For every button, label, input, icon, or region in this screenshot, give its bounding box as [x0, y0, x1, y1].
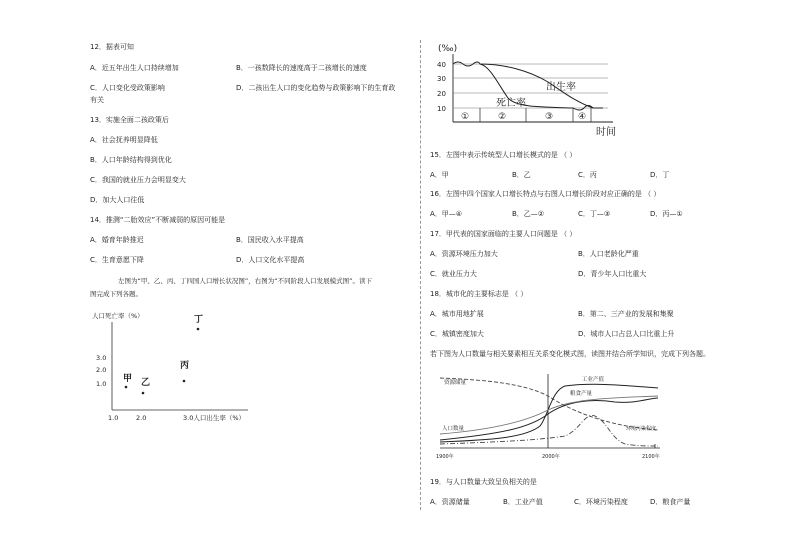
food-label: 粮食产量: [570, 391, 593, 397]
q19-option-a[interactable]: A．资源储量: [430, 498, 470, 506]
stage-y-tick: 40: [437, 61, 446, 69]
model-x-tick: 2100年: [642, 454, 660, 460]
q12-option-c[interactable]: C．人口变化受政策影响: [90, 84, 165, 92]
population-scatter-chart: [88, 304, 258, 428]
q15-option-b[interactable]: B．乙: [512, 171, 531, 179]
q15-stem: 15．左图中表示传统型人口增长模式的是 （ ）: [430, 151, 577, 159]
q13-option-c[interactable]: C．我国的就业压力会明显变大: [90, 176, 186, 184]
q17-stem: 17．甲代表的国家面临的主要人口问题是 （ ）: [430, 230, 577, 238]
stage-label: ③: [545, 112, 554, 122]
population-stage-chart: [428, 40, 628, 140]
q16-option-b[interactable]: B．乙—②: [512, 210, 545, 218]
q16-option-c[interactable]: C．丁—③: [578, 210, 611, 218]
q13-option-a[interactable]: A．社会抚养明显降低: [90, 136, 158, 144]
food-curve: [440, 398, 658, 440]
q15-option-c[interactable]: C．丙: [578, 171, 597, 179]
birth-rate-label: 出生率: [546, 82, 576, 93]
industry-label: 工业产值: [582, 377, 605, 383]
scatter-x-tick: 1.0: [108, 414, 119, 422]
q17-option-b[interactable]: B．人口老龄化严重: [578, 250, 639, 258]
q19-option-d[interactable]: D．粮食产量: [650, 498, 691, 506]
population-label: 人口数量: [442, 426, 465, 432]
stage-y-tick: 20: [437, 90, 446, 98]
intro-paragraph-2: 图完成下列各题。: [90, 290, 142, 298]
q14-stem: 14．推测“二胎效应”不断减弱的原因可能是: [90, 216, 226, 224]
q16-option-a[interactable]: A．甲—④: [430, 210, 463, 218]
q19-stem: 19．与人口数量大致呈负相关的是: [430, 478, 537, 486]
q14-option-b[interactable]: B．国民收入水平提高: [236, 236, 304, 244]
q14-option-c[interactable]: C．生育意愿下降: [90, 256, 144, 264]
point-ding-label: 丁: [194, 315, 204, 325]
q14-option-d[interactable]: D．人口文化水平提高: [236, 256, 305, 264]
scatter-y-tick: 2.0: [96, 366, 107, 374]
q12-option-b[interactable]: B．一孩数降长的速度高于二孩增长的速度: [236, 64, 367, 72]
scatter-y-tick: 1.0: [96, 380, 107, 388]
stage-y-tick: 30: [437, 75, 446, 83]
point-yi: [142, 392, 145, 395]
q12-stem: 12．据表可知: [90, 43, 134, 51]
q15-option-d[interactable]: D．丁: [650, 171, 670, 179]
point-bing: [183, 380, 186, 383]
scatter-y-axis-label: 人口死亡率（%）: [92, 312, 144, 320]
model-x-tick: 2000年: [542, 454, 560, 460]
q13-stem: 13．实施全面二孩政策后: [90, 116, 169, 124]
q15-option-a[interactable]: A．甲: [430, 171, 449, 179]
point-jia-label: 甲: [123, 374, 133, 384]
q18-option-a[interactable]: A．城市用地扩展: [430, 310, 484, 318]
q12-option-d[interactable]: D．二孩出生人口的变化趋势与政策影响下的生育政: [236, 84, 396, 92]
q16-option-d[interactable]: D．丙—①: [650, 210, 683, 218]
point-bing-label: 丙: [180, 361, 190, 371]
q17-option-c[interactable]: C．就业压力大: [430, 270, 477, 278]
q16-stem: 16．左图中四个国家人口增长特点与右图人口增长阶段对应正确的是 （ ）: [430, 190, 661, 198]
pollution-label: 环境污染程度: [626, 426, 657, 432]
model-intro: 若下图为人口数量与相关要素相互关系变化模式图，读图并结合所学知识，完成下列各题。: [430, 350, 710, 358]
q18-option-b[interactable]: B．第二、三产业的发展和集聚: [578, 310, 674, 318]
q17-option-d[interactable]: D．青少年人口比重大: [578, 270, 647, 278]
q14-option-a[interactable]: A．婚育年龄推迟: [90, 236, 144, 244]
death-rate-label: 死亡率: [496, 98, 526, 109]
q19-option-b[interactable]: B．工业产值: [503, 498, 543, 506]
scatter-x-axis-label: 3.0人口出生率（%）: [183, 414, 246, 422]
stage-label: ②: [498, 112, 507, 122]
q18-option-d[interactable]: D．城市人口占总人口比重上升: [578, 330, 675, 338]
resource-label: 资源储量: [444, 380, 467, 386]
stage-y-tick: 10: [437, 105, 446, 113]
point-jia: [125, 386, 128, 389]
q18-option-c[interactable]: C．城镇密度加大: [430, 330, 484, 338]
point-ding: [197, 328, 200, 331]
stage-label: ④: [578, 112, 587, 122]
scatter-x-tick: 2.0: [136, 414, 147, 422]
column-divider: [420, 40, 421, 510]
point-yi-label: 乙: [141, 378, 151, 388]
q19-option-c[interactable]: C．环境污染程度: [574, 498, 628, 506]
scatter-y-tick: 3.0: [96, 354, 107, 362]
q12-option-c-continued: 有关: [90, 96, 104, 104]
model-x-tick: 1900年: [436, 454, 454, 460]
stage-chart-unit: (‰): [438, 44, 458, 54]
stage-x-axis-label: 时间: [596, 127, 616, 138]
q12-option-a[interactable]: A．近五年出生人口持续增加: [90, 64, 179, 72]
population-model-chart: [430, 368, 670, 464]
q13-option-b[interactable]: B．人口年龄结构得到优化: [90, 156, 172, 164]
q18-stem: 18．城市化的主要标志是 （ ）: [430, 290, 528, 298]
q13-option-d[interactable]: D．加大人口往低: [90, 196, 145, 204]
q17-option-a[interactable]: A．资源环境压力加大: [430, 250, 498, 258]
stage-label: ①: [461, 112, 470, 122]
intro-paragraph-1: 左图为“甲、乙、丙、丁四国人口增长状况图”，右图为“不同阶段人口发展模式图”。读下: [118, 277, 372, 285]
